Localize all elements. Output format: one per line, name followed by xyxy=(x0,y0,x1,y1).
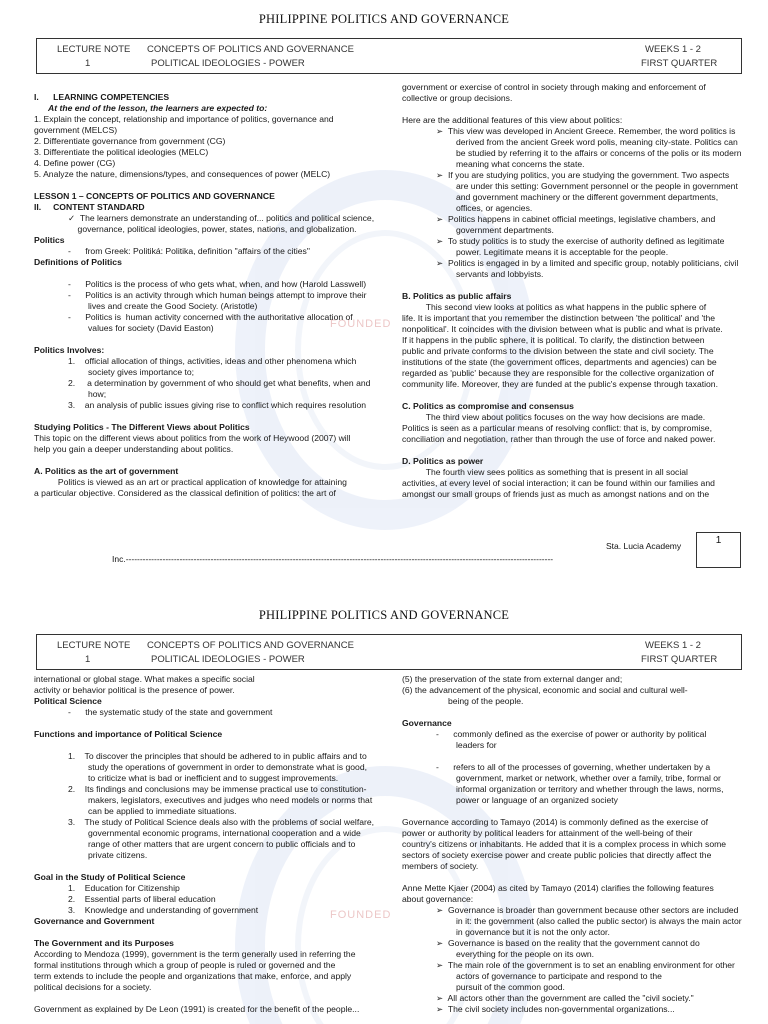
document-title: PHILIPPINE POLITICS AND GOVERNANCE xyxy=(258,608,510,622)
text-line: nonpolitical'. It coincides with the division between what is public and what is private. xyxy=(402,324,723,334)
text-line: values for society (David Easton) xyxy=(88,323,214,333)
text-line: Governance xyxy=(402,718,452,728)
text-line: 1. Education for Citizenship xyxy=(68,883,180,893)
page-2-left-column xyxy=(34,674,394,1015)
text-line: ➢ Governance is based on the reality that the government cannot do xyxy=(436,938,700,948)
text-line: Politics Involves: xyxy=(34,345,105,355)
lecture-header xyxy=(36,634,742,670)
text-line: can be applied to immediate situations. xyxy=(88,806,237,816)
text-line: 3. an analysis of public issues giving rise to conflict which requires resolution xyxy=(68,400,367,410)
text-line: Governance and Government xyxy=(34,916,155,926)
text-line: power or authority by political leaders for attainment of the well-being of their xyxy=(402,828,693,838)
text-line: government departments. xyxy=(456,225,554,235)
text-line: 3. Knowledge and understanding of government xyxy=(68,905,259,915)
lecture-note-label: LECTURE NOTE xyxy=(57,44,131,55)
text-line: - Politics is an activity through which human beings attempt to improve their xyxy=(68,290,367,300)
text-line: 4. Define power (CG) xyxy=(34,158,116,168)
text-line xyxy=(34,334,394,345)
text-line xyxy=(34,993,394,1004)
text-line: Political Science xyxy=(34,696,102,706)
text-line: - refers to all of the processes of governing, whether undertaken by a xyxy=(436,762,711,772)
text-line xyxy=(402,751,742,762)
text-line: ➢ This view was developed in Ancient Greece. Remember, the word politics is xyxy=(436,126,736,136)
text-line: public and private conforms to the division between the state and civil society. The xyxy=(402,346,714,356)
text-line: At the end of the lesson, the learners are expected to: xyxy=(34,103,268,113)
footer-school: Sta. Lucia Academy xyxy=(606,541,682,551)
text-line: range of other matters that are urgent concern to public officials and to xyxy=(88,839,356,849)
text-line: private citizens. xyxy=(88,850,148,860)
topic-line-1: CONCEPTS OF POLITICS AND GOVERNANCE xyxy=(147,44,354,55)
text-line: Goal in the Study of Political Science xyxy=(34,872,186,882)
text-line: meaning what concerns the state. xyxy=(456,159,585,169)
text-line xyxy=(34,180,394,191)
text-line: government (MELCS) xyxy=(34,125,118,135)
lecture-note-label: LECTURE NOTE xyxy=(57,640,131,651)
text-line: are under this setting: Government personnel or the people in government xyxy=(456,181,738,191)
text-line: I. LEARNING COMPETENCIES xyxy=(34,92,170,102)
text-line: governance, political ideologies, power, states, nations, and globalization. xyxy=(68,224,357,234)
text-line: activity or behavior political is the presence of power. xyxy=(34,685,235,695)
text-line: be studied by referring it to the affairs or concerns of the polis or its modern xyxy=(456,148,742,158)
text-line: ➢ All actors other than the government are called the "civil society." xyxy=(436,993,694,1003)
text-line: regarded as 'public' because they are responsible for the collective organization of xyxy=(402,368,714,378)
text-line: ➢ The main role of the government is to set an enabling environment for other xyxy=(436,960,735,970)
text-line: actors of governance to participate and respond to the xyxy=(456,971,662,981)
topic-line-2: POLITICAL IDEOLOGIES - POWER xyxy=(151,58,305,69)
text-line: collective or group decisions. xyxy=(402,93,513,103)
text-line: The third view about politics focuses on the way how decisions are made. xyxy=(402,412,706,422)
watermark-founded: FOUNDED xyxy=(330,909,392,921)
text-line: 3. Differentiate the political ideologies (MELC) xyxy=(34,147,209,157)
page-1-right-column xyxy=(402,82,742,500)
text-line: According to Mendoza (1999), government is the term generally used in referring the xyxy=(34,949,356,959)
quarter-label: FIRST QUARTER xyxy=(641,58,718,69)
text-line: Governance according to Tamayo (2014) is commonly defined as the exercise of xyxy=(402,817,709,827)
text-line: everything for the people on its own. xyxy=(456,949,595,959)
page-1-left-column xyxy=(34,92,394,499)
text-line: Politics xyxy=(34,235,65,245)
lecture-header xyxy=(36,38,742,74)
text-line xyxy=(34,927,394,938)
text-line xyxy=(402,707,742,718)
text-line: formal institutions through which a group of people is ruled or governed and the xyxy=(34,960,336,970)
text-line: about governance: xyxy=(402,894,474,904)
text-line: makers, legislators, executives and judges who need models or norms that xyxy=(88,795,373,805)
text-line: Politics is viewed as an art or practical application of knowledge for attaining xyxy=(34,477,347,487)
text-line: ➢ Governance is broader than government because other sectors are included xyxy=(436,905,739,915)
text-line: Functions and importance of Political Science xyxy=(34,729,223,739)
text-line: power. Legitimate means it is acceptable for the people. xyxy=(456,247,669,257)
text-line: international or global stage. What makes a specific social xyxy=(34,674,255,684)
text-line: government or exercise of control in society through making and enforcement of xyxy=(402,82,706,92)
text-line: 2. Differentiate governance from government (CG) xyxy=(34,136,226,146)
text-line: power or language of an organized society xyxy=(456,795,618,805)
text-line: 3. The study of Political Science deals also with the problems of social welfare, xyxy=(68,817,375,827)
text-line: ➢ Politics is engaged in by a limited and specific group, notably politicians, civil xyxy=(436,258,739,268)
text-line xyxy=(34,455,394,466)
text-line: a particular objective. Considered as the classical definition of politics: the art of xyxy=(34,488,336,498)
text-line: This second view looks at politics as what happens in the public sphere of xyxy=(402,302,707,312)
text-line: governmental economic programs, international cooperation and a wide xyxy=(88,828,361,838)
text-line: ✓ The learners demonstrate an understanding of... politics and political science, xyxy=(68,213,375,223)
text-line: The Government and its Purposes xyxy=(34,938,174,948)
text-line: ➢ Politics happens in cabinet official meetings, legislative chambers, and xyxy=(436,214,716,224)
text-line: amongst our small groups of friends just as much as amongst nations and on the xyxy=(402,489,710,499)
text-line: ➢ The civil society includes non-governmental organizations... xyxy=(436,1004,675,1014)
text-line: leaders for xyxy=(456,740,497,750)
text-line: - the systematic study of the state and government xyxy=(68,707,273,717)
text-line: government, market or network, whether over a family, tribe, formal or xyxy=(456,773,721,783)
page-number: 1 xyxy=(696,532,741,568)
text-line: activities, at every level of social interaction; it can be found within our families and xyxy=(402,478,715,488)
text-line: 2. a determination by government of who should get what benefits, when and xyxy=(68,378,371,388)
text-line xyxy=(402,280,742,291)
text-line xyxy=(402,390,742,401)
text-line: - commonly defined as the exercise of power or authority by political xyxy=(436,729,707,739)
text-line: LESSON 1 – CONCEPTS OF POLITICS AND GOVERNANCE xyxy=(34,191,275,201)
text-line: informal organization or territory and whether through the laws, norms, xyxy=(456,784,724,794)
footer-inc: Inc.------------------------------------------------------------------------------------------------------------------------------------------------------- xyxy=(112,554,554,564)
text-line: ➢ To study politics is to study the exercise of authority defined as legitimate xyxy=(436,236,725,246)
text-line xyxy=(402,104,742,115)
text-line xyxy=(34,861,394,872)
page-2 xyxy=(0,596,768,1024)
text-line xyxy=(34,740,394,751)
text-line: - Politics is human activity concerned with the authoritative allocation of xyxy=(68,312,353,322)
text-line: servants and lobbyists. xyxy=(456,269,544,279)
topic-line-1: CONCEPTS OF POLITICS AND GOVERNANCE xyxy=(147,640,354,651)
text-line: sectors of society exercise power and create public policies that directly affect the xyxy=(402,850,712,860)
text-line: (6) the advancement of the physical, economic and social and cultural well- xyxy=(402,685,688,695)
text-line: conciliation and negotiation, rather than through the use of force and naked power. xyxy=(402,434,716,444)
text-line: Anne Mette Kjaer (2004) as cited by Tamayo (2014) clarifies the following features xyxy=(402,883,714,893)
document-title: PHILIPPINE POLITICS AND GOVERNANCE xyxy=(258,12,510,26)
text-line: study the operations of government in order to demonstrate what is good, xyxy=(88,762,367,772)
text-line: pursuit of the common good. xyxy=(456,982,565,992)
text-line: 5. Analyze the nature, dimensions/types, and consequences of power (MELC) xyxy=(34,169,331,179)
text-line xyxy=(34,718,394,729)
text-line: If it happens in the public sphere, it is political. To clarify, the distinction between xyxy=(402,335,705,345)
text-line: The fourth view sees politics as something that is present in all social xyxy=(402,467,688,477)
text-line xyxy=(34,411,394,422)
text-line xyxy=(402,445,742,456)
text-line: term extends to include the people and organizations that make, enforce, and apply xyxy=(34,971,352,981)
text-line: 2. Essential parts of liberal education xyxy=(68,894,216,904)
text-line: Here are the additional features of this view about politics: xyxy=(402,115,623,125)
text-line: 1. Explain the concept, relationship and importance of politics, governance and xyxy=(34,114,334,124)
text-line: (5) the preservation of the state from external danger and; xyxy=(402,674,623,684)
text-line: 2. Its findings and conclusions may be immense practical use to constitution- xyxy=(68,784,367,794)
watermark-founded: FOUNDED xyxy=(330,318,392,330)
text-line: political decisions for a society. xyxy=(34,982,152,992)
text-line: derived from the ancient Greek word polis, meaning city-state. Politics can xyxy=(456,137,738,147)
text-line: lives and create the Good Society. (Aristotle) xyxy=(88,301,258,311)
text-line: - from Greek: Politiká: Politika, definition "affairs of the cities" xyxy=(68,246,310,256)
text-line: institutions of the state (the government offices, departments and agencies) can be xyxy=(402,357,717,367)
text-line: in governance but it is not the only actor. xyxy=(456,927,610,937)
text-line: life. It is important that you remember the distinction between 'the political' and 'the xyxy=(402,313,716,323)
weeks-label: WEEKS 1 - 2 xyxy=(645,44,701,55)
text-line: Politics is seen as a particular means of resolving conflict: that is, by compromise, xyxy=(402,423,712,433)
text-line: help you gain a deeper understanding about politics. xyxy=(34,444,234,454)
text-line: This topic on the different views about politics from the work of Heywood (2007) will xyxy=(34,433,351,443)
text-line: C. Politics as compromise and consensus xyxy=(402,401,574,411)
text-line: in it: the government (also called the public sector) is always the main actor xyxy=(456,916,742,926)
text-line: how; xyxy=(88,389,107,399)
text-line: ➢ If you are studying politics, you are studying the government. Two aspects xyxy=(436,170,730,180)
text-line: community life. Moreover, they are funded at the public's expense through taxation. xyxy=(402,379,718,389)
text-line: offices, or agencies. xyxy=(456,203,533,213)
text-line: 1. official allocation of things, activities, ideas and other phenomena which xyxy=(68,356,357,366)
text-line: - Politics is the process of who gets what, when, and how (Harold Lasswell) xyxy=(68,279,367,289)
text-line: society gives importance to; xyxy=(88,367,195,377)
text-line: A. Politics as the art of government xyxy=(34,466,179,476)
text-line: country's citizens or inhabitants. He added that it is a complex process in which some xyxy=(402,839,727,849)
quarter-label: FIRST QUARTER xyxy=(641,654,718,665)
topic-line-2: POLITICAL IDEOLOGIES - POWER xyxy=(151,654,305,665)
text-line: 1. To discover the principles that should be adhered to in public affairs and to xyxy=(68,751,367,761)
text-line: members of society. xyxy=(402,861,479,871)
text-line: Studying Politics - The Different Views about Politics xyxy=(34,422,250,432)
page-2-right-column xyxy=(402,674,742,1015)
text-line: being of the people. xyxy=(436,696,524,706)
lecture-note-number: 1 xyxy=(85,654,91,665)
text-line: to criticize what is bad or inefficient and to suggest improvements. xyxy=(88,773,339,783)
weeks-label: WEEKS 1 - 2 xyxy=(645,640,701,651)
text-line xyxy=(402,872,742,883)
text-line: II. CONTENT STANDARD xyxy=(34,202,145,212)
text-line: B. Politics as public affairs xyxy=(402,291,512,301)
text-line: D. Politics as power xyxy=(402,456,484,466)
lecture-note-number: 1 xyxy=(85,58,91,69)
text-line xyxy=(402,806,742,817)
text-line: Government as explained by De Leon (1991) is created for the benefit of the people... xyxy=(34,1004,360,1014)
text-line: Definitions of Politics xyxy=(34,257,122,267)
text-line: and government machinery or the different government departments, xyxy=(456,192,719,202)
text-line xyxy=(34,268,394,279)
